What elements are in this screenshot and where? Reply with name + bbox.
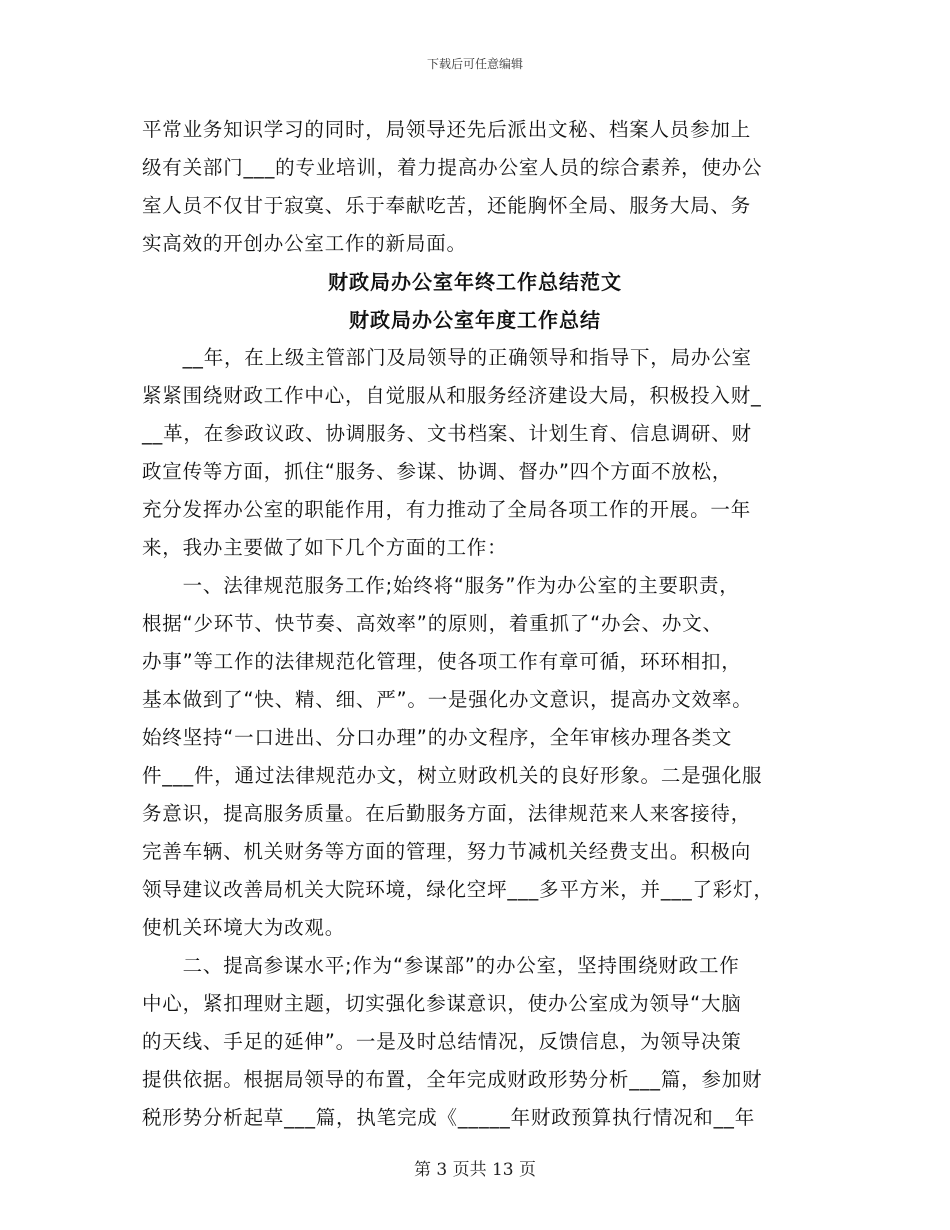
body-line: 实高效的开创办公室工作的新局面。 xyxy=(142,232,467,255)
body-line: 级有关部门___的专业培训，着力提高办公室人员的综合素养，使办公 xyxy=(142,156,763,179)
body-line: 办事”等工作的法律规范化管理，使各项工作有章可循，环环相扣， xyxy=(142,650,742,673)
body-line: 务意识，提高服务质量。在后勤服务方面，法律规范来人来客接待， xyxy=(142,802,752,825)
body-line: 领导建议改善局机关大院环境，绿化空坪___多平方米，并___了彩灯， xyxy=(142,878,774,901)
body-line: 室人员不仅甘于寂寞、乐于奉献吃苦，还能胸怀全局、服务大局、务 xyxy=(142,194,752,217)
body-line: 一、法律规范服务工作;始终将“服务”作为办公室的主要职责， xyxy=(142,574,740,597)
body-line: __革，在参政议政、协调服务、文书档案、计划生育、信息调研、财 xyxy=(142,422,752,445)
body-line: 使机关环境大为改观。 xyxy=(142,916,346,939)
page-header-note: 下载后可任意编辑 xyxy=(426,57,523,71)
body-line: 的天线、手足的延伸”。一是及时总结情况，反馈信息，为领导决策 xyxy=(142,1030,742,1053)
document-subtitle: 财政局办公室年度工作总结 xyxy=(349,308,601,332)
document-body xyxy=(142,111,808,1137)
body-line: 平常业务知识学习的同时，局领导还先后派出文秘、档案人员参加上 xyxy=(142,118,752,141)
body-line: 提供依据。根据局领导的布置，全年完成财政形势分析___篇，参加财 xyxy=(142,1068,763,1091)
body-line: 基本做到了“快、精、细、严”。一是强化办文意识，提高办文效率。 xyxy=(142,688,753,711)
body-line: 来，我办主要做了如下几个方面的工作： xyxy=(142,536,508,559)
body-line: 税形势分析起草___篇，执笔完成《_____年财政预算执行情况和__年 xyxy=(142,1106,755,1129)
body-line: 件___件，通过法律规范办文，树立财政机关的良好形象。二是强化服 xyxy=(142,764,763,787)
body-line: __年，在上级主管部门及局领导的正确领导和指导下，局办公室 xyxy=(142,346,752,369)
body-line: 中心，紧扣理财主题，切实强化参谋意识，使办公室成为领导“大脑 xyxy=(142,992,742,1015)
body-line: 充分发挥办公室的职能作用，有力推动了全局各项工作的开展。一年 xyxy=(142,498,752,521)
body-line: 完善车辆、机关财务等方面的管理，努力节减机关经费支出。积极向 xyxy=(142,840,752,863)
body-line: 政宣传等方面，抓住“服务、参谋、协调、督办”四个方面不放松， xyxy=(142,460,733,483)
page-number: 第 3 页共 13 页 xyxy=(413,1160,537,1180)
body-line: 始终坚持“一口进出、分口办理”的办文程序，全年审核办理各类文 xyxy=(142,726,733,749)
body-line: 二、提高参谋水平;作为“参谋部”的办公室，坚持围绕财政工作 xyxy=(142,954,740,977)
body-line: 根据“少环节、快节奏、高效率”的原则，着重抓了“办会、办文、 xyxy=(142,612,723,635)
document-title: 财政局办公室年终工作总结范文 xyxy=(328,270,622,294)
body-line: 紧紧围绕财政工作中心，自觉服从和服务经济建设大局，积极投入财_ xyxy=(142,384,762,407)
